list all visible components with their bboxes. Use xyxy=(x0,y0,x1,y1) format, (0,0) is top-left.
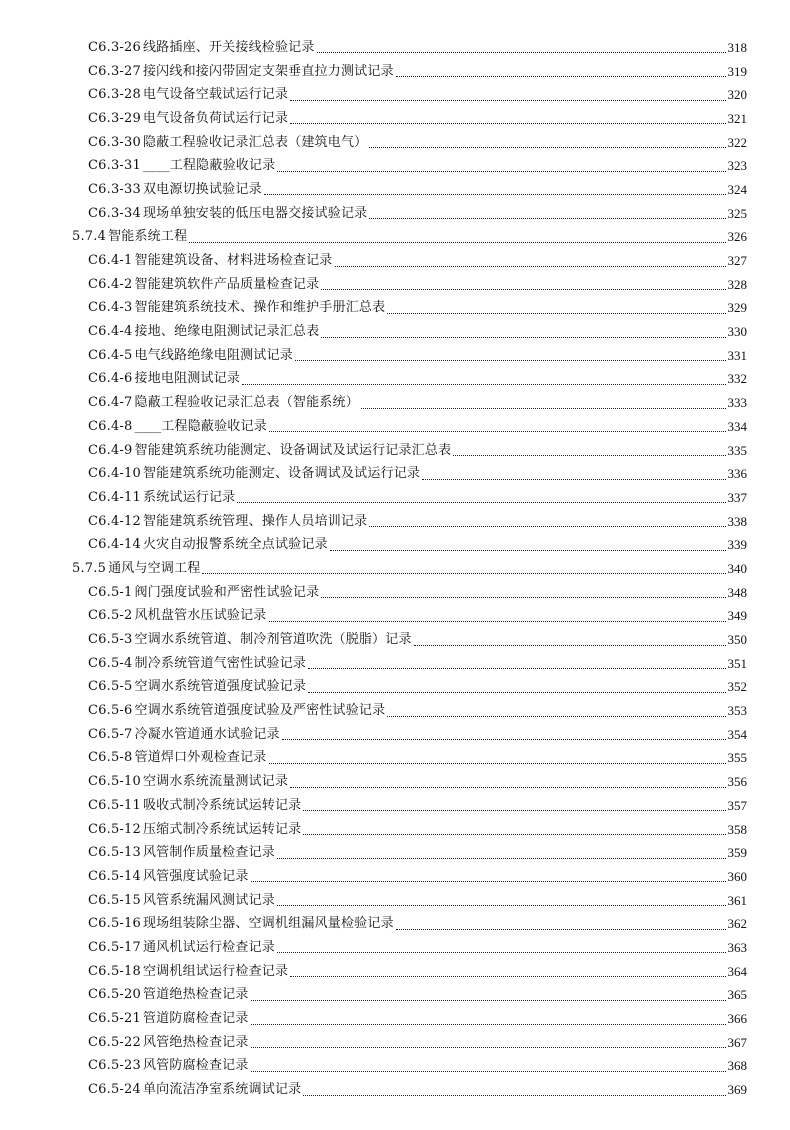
toc-entry[interactable] xyxy=(0,794,790,818)
toc-entry-title: ____工程隐蔽验收记录 xyxy=(142,158,276,174)
toc-entry-title: 空调水系统管道强度试验记录 xyxy=(134,679,307,695)
toc-entry-title: 空调机组试运行检查记录 xyxy=(142,963,289,979)
toc-page-number: 350 xyxy=(727,632,747,648)
toc-dot-leader xyxy=(251,1024,726,1025)
toc-dot-leader xyxy=(277,952,726,953)
toc-page-number: 319 xyxy=(727,63,747,79)
toc-page-number: 337 xyxy=(727,489,747,505)
toc-entry-text xyxy=(88,916,394,932)
toc-dot-leader xyxy=(202,573,725,574)
toc-entry-code: C6.5-20 xyxy=(88,987,141,1003)
toc-page-number: 323 xyxy=(727,158,747,174)
toc-dot-leader xyxy=(303,834,725,835)
toc-entry-code: C6.5-17 xyxy=(88,939,141,955)
toc-dot-leader xyxy=(251,1000,726,1001)
toc-entry-title: 风管强度试验记录 xyxy=(142,868,249,884)
toc-entry-title: 隐蔽工程验收记录汇总表（智能系统） xyxy=(134,395,359,411)
toc-entry-text xyxy=(88,158,275,174)
toc-page-number: 340 xyxy=(727,560,747,576)
toc-entry-code: C6.4-14 xyxy=(88,537,141,553)
toc-entry-text xyxy=(88,348,293,364)
toc-entry-text xyxy=(88,206,367,222)
toc-entry-text xyxy=(88,135,367,151)
toc-dot-leader xyxy=(396,929,726,930)
toc-section-entry[interactable] xyxy=(0,226,790,250)
toc-page-number: 326 xyxy=(727,229,747,245)
toc-page-number: 330 xyxy=(727,324,747,340)
toc-dot-leader xyxy=(251,1047,726,1048)
toc-entry-title: 单向流洁净室系统调试记录 xyxy=(142,1082,302,1098)
toc-dot-leader xyxy=(290,100,725,101)
toc-entry-code: C6.4-1 xyxy=(88,253,133,269)
toc-entry[interactable] xyxy=(0,1055,790,1079)
toc-entry-title: 双电源切换试验记录 xyxy=(142,181,262,197)
toc-page-number: 355 xyxy=(727,750,747,766)
toc-dot-leader xyxy=(290,976,725,977)
toc-entry-text xyxy=(88,869,249,885)
toc-entry[interactable] xyxy=(0,818,790,842)
toc-dot-leader xyxy=(321,289,725,290)
toc-dot-leader xyxy=(303,810,725,811)
toc-entry-text xyxy=(88,277,319,293)
toc-entry[interactable] xyxy=(0,605,790,629)
toc-entry-text xyxy=(88,324,319,340)
toc-page-number: 334 xyxy=(727,418,747,434)
toc-page-number: 360 xyxy=(727,868,747,884)
toc-page-number: 353 xyxy=(727,703,747,719)
toc-entry-code: C6.4-10 xyxy=(88,466,141,482)
toc-entry-code: C6.4-7 xyxy=(88,395,133,411)
toc-entry-title: 电气设备空载试运行记录 xyxy=(142,87,289,103)
toc-entry[interactable] xyxy=(0,486,790,510)
toc-entry-title: 现场组装除尘器、空调机组漏风量检验记录 xyxy=(142,916,394,932)
toc-dot-leader xyxy=(251,1071,726,1072)
toc-entry-title: 电气线路绝缘电阻测试记录 xyxy=(134,347,293,363)
toc-entry-text xyxy=(88,40,315,56)
toc-page-number: 354 xyxy=(727,726,747,742)
toc-dot-leader xyxy=(277,905,726,906)
toc-entry-text xyxy=(88,940,275,956)
toc-entry-text xyxy=(72,561,200,577)
toc-entry-title: 智能建筑系统技术、操作和维护手册汇总表 xyxy=(134,300,386,316)
toc-entry-code: C6.3-29 xyxy=(88,110,141,126)
toc-entry[interactable] xyxy=(0,652,790,676)
toc-dot-leader xyxy=(308,692,725,693)
toc-entry-text xyxy=(88,1082,301,1098)
toc-entry[interactable] xyxy=(0,960,790,984)
toc-entry-code: C6.5-3 xyxy=(88,632,133,648)
toc-dot-leader xyxy=(422,479,725,480)
toc-entry-code: C6.4-5 xyxy=(88,347,133,363)
toc-entry-text xyxy=(88,727,280,743)
toc-entry-title: 现场单独安装的低压电器交接试验记录 xyxy=(142,205,368,221)
toc-entry-title: 压缩式制冷系统试运转记录 xyxy=(142,821,302,837)
toc-entry-code: C6.4-8 xyxy=(88,418,133,434)
toc-entry-text xyxy=(88,537,328,553)
toc-entry-code: C6.4-3 xyxy=(88,300,133,316)
toc-entry-code: C6.5-12 xyxy=(88,821,141,837)
toc-entry[interactable] xyxy=(0,699,790,723)
toc-entry-text xyxy=(88,514,367,530)
toc-entry-title: 管道焊口外观检查记录 xyxy=(134,750,267,766)
toc-page-number: 332 xyxy=(727,371,747,387)
toc-entry-title: 制冷系统管道气密性试验记录 xyxy=(134,655,307,671)
toc-entry[interactable] xyxy=(0,249,790,273)
toc-entry-text xyxy=(88,1058,249,1074)
toc-entry-code: 5.7.5 xyxy=(72,560,107,576)
toc-dot-leader xyxy=(269,763,726,764)
toc-entry-text xyxy=(88,419,267,435)
toc-entry-code: C6.5-4 xyxy=(88,655,133,671)
toc-entry-title: 空调水系统管道、制冷剂管道吹洗（脱脂）记录 xyxy=(134,632,412,648)
toc-entry[interactable] xyxy=(0,36,790,60)
toc-entry-code: C6.5-21 xyxy=(88,1011,141,1027)
toc-entry-title: ____工程隐蔽验收记录 xyxy=(134,418,267,434)
toc-entry-code: C6.5-5 xyxy=(88,679,133,695)
toc-entry[interactable] xyxy=(0,912,790,936)
toc-entry-text xyxy=(88,585,319,601)
toc-entry-title: 风管绝热检查记录 xyxy=(142,1034,249,1050)
toc-page-number: 362 xyxy=(727,916,747,932)
toc-page-number: 351 xyxy=(727,655,747,671)
toc-page-number: 356 xyxy=(727,774,747,790)
toc-entry-title: 隐蔽工程验收记录汇总表（建筑电气） xyxy=(142,134,368,150)
toc-entry-title: 风机盘管水压试验记录 xyxy=(134,608,267,624)
toc-entry-code: C6.5-23 xyxy=(88,1058,141,1074)
toc-entry-text xyxy=(88,395,359,411)
toc-page-number: 364 xyxy=(727,963,747,979)
toc-entry-code: C6.4-6 xyxy=(88,371,133,387)
toc-entry-text xyxy=(88,798,301,814)
toc-page-number: 359 xyxy=(727,845,747,861)
toc-entry-title: 接闪线和接闪带固定支架垂直拉力测试记录 xyxy=(142,63,394,79)
toc-dot-leader xyxy=(303,1095,725,1096)
toc-entry[interactable] xyxy=(0,936,790,960)
toc-dot-leader xyxy=(335,266,726,267)
toc-entry[interactable] xyxy=(0,723,790,747)
toc-dot-leader xyxy=(277,171,725,172)
toc-dot-leader xyxy=(369,218,725,219)
toc-dot-leader xyxy=(369,526,725,527)
toc-entry-code: C6.5-1 xyxy=(88,584,133,600)
toc-entry-text xyxy=(88,608,267,624)
toc-page-number: 328 xyxy=(727,276,747,292)
toc-entry-code: C6.3-28 xyxy=(88,87,141,103)
toc-entry-title: 接地、绝缘电阻测试记录汇总表 xyxy=(134,324,320,340)
toc-entry-title: 火灾自动报警系统全点试验记录 xyxy=(142,537,328,553)
toc-entry[interactable] xyxy=(0,865,790,889)
toc-page-number: 366 xyxy=(727,1011,747,1027)
toc-entry-code: C6.4-2 xyxy=(88,276,133,292)
toc-entry-code: C6.4-11 xyxy=(88,489,141,505)
toc-dot-leader xyxy=(189,242,725,243)
toc-entry-text xyxy=(88,490,235,506)
toc-entry-text xyxy=(88,656,306,672)
toc-page-number: 361 xyxy=(727,892,747,908)
toc-entry[interactable] xyxy=(0,415,790,439)
toc-entry[interactable] xyxy=(0,344,790,368)
toc-page-number: 349 xyxy=(727,608,747,624)
toc-entry-title: 空调水系统流量测试记录 xyxy=(142,774,289,790)
toc-entry-text xyxy=(88,443,451,459)
toc-entry[interactable] xyxy=(0,1007,790,1031)
toc-page-number: 338 xyxy=(727,513,747,529)
toc-entry-code: C6.5-10 xyxy=(88,774,141,790)
toc-entry-title: 吸收式制冷系统试运转记录 xyxy=(142,797,302,813)
toc-entry-title: 管道防腐检查记录 xyxy=(142,1011,249,1027)
toc-page-number: 324 xyxy=(727,181,747,197)
toc-entry-code: C6.3-27 xyxy=(88,63,141,79)
toc-entry-title: 冷凝水管道通水试验记录 xyxy=(134,726,280,742)
toc-entry-text xyxy=(88,987,249,1003)
toc-entry-code: C6.3-31 xyxy=(88,158,141,174)
toc-entry-code: C6.4-4 xyxy=(88,324,133,340)
toc-page-number: 363 xyxy=(727,939,747,955)
toc-entry-text xyxy=(88,371,240,387)
toc-dot-leader xyxy=(290,123,725,124)
toc-entry-title: 电气设备负荷试运行记录 xyxy=(142,110,289,126)
toc-entry-code: 5.7.4 xyxy=(72,229,107,245)
toc-page-number: 325 xyxy=(727,205,747,221)
toc-dot-leader xyxy=(330,550,726,551)
toc-entry-title: 阀门强度试验和严密性试验记录 xyxy=(134,584,320,600)
toc-entry-text xyxy=(88,1011,249,1027)
toc-entry-text xyxy=(88,822,301,838)
toc-entry-code: C6.5-18 xyxy=(88,963,141,979)
toc-entry[interactable] xyxy=(0,391,790,415)
toc-entry-text xyxy=(88,893,275,909)
toc-dot-leader xyxy=(317,52,726,53)
toc-dot-leader xyxy=(277,858,726,859)
toc-entry-code: C6.5-11 xyxy=(88,797,141,813)
toc-entry-title: 通风机试运行检查记录 xyxy=(142,939,275,955)
toc-entry[interactable] xyxy=(0,131,790,155)
toc-page-number: 322 xyxy=(727,134,747,150)
toc-entry-code: C6.3-30 xyxy=(88,134,141,150)
toc-page-number: 336 xyxy=(727,466,747,482)
toc-entry[interactable] xyxy=(0,462,790,486)
toc-entry-title: 风管制作质量检查记录 xyxy=(142,845,275,861)
toc-page-number: 365 xyxy=(727,987,747,1003)
toc-dot-leader xyxy=(396,76,726,77)
toc-entry[interactable] xyxy=(0,297,790,321)
toc-entry-code: C6.5-22 xyxy=(88,1034,141,1050)
toc-entry[interactable] xyxy=(0,889,790,913)
toc-entry-text xyxy=(88,1035,249,1051)
toc-entry[interactable] xyxy=(0,1078,790,1102)
toc-page-number: 368 xyxy=(727,1058,747,1074)
toc-dot-leader xyxy=(369,147,725,148)
toc-entry[interactable] xyxy=(0,107,790,131)
toc-entry-title: 管道绝热检查记录 xyxy=(142,987,249,1003)
toc-entry-title: 风管防腐检查记录 xyxy=(142,1058,249,1074)
toc-entry-title: 智能建筑系统功能测定、设备调试及试运行记录汇总表 xyxy=(134,442,452,458)
toc-dot-leader xyxy=(387,716,725,717)
toc-entry[interactable] xyxy=(0,628,790,652)
toc-entry-title: 智能建筑系统管理、操作人员培训记录 xyxy=(142,513,368,529)
toc-page-number: 329 xyxy=(727,300,747,316)
toc-entry-text xyxy=(88,87,288,103)
toc-dot-leader xyxy=(264,194,726,195)
toc-entry-title: 空调水系统管道强度试验及严密性试验记录 xyxy=(134,703,386,719)
toc-page-number: 335 xyxy=(727,442,747,458)
toc-page-number: 369 xyxy=(727,1082,747,1098)
toc-entry[interactable] xyxy=(0,581,790,605)
toc-entry[interactable] xyxy=(0,676,790,700)
toc-entry-code: C6.5-15 xyxy=(88,892,141,908)
toc-entry-code: C6.5-13 xyxy=(88,845,141,861)
toc-entry-text xyxy=(88,300,385,316)
toc-entry[interactable] xyxy=(0,1031,790,1055)
toc-entry-title: 接地电阻测试记录 xyxy=(134,371,241,387)
toc-entry-text xyxy=(88,703,385,719)
toc-entry-code: C6.5-8 xyxy=(88,750,133,766)
toc-page-number: 339 xyxy=(727,537,747,553)
toc-page-number: 358 xyxy=(727,821,747,837)
toc-entry-code: C6.5-16 xyxy=(88,916,141,932)
toc-entry-text xyxy=(88,182,262,198)
toc-entry-text xyxy=(88,111,288,127)
toc-entry-text xyxy=(88,466,420,482)
toc-entry-text xyxy=(88,845,275,861)
toc-entry-code: C6.4-12 xyxy=(88,513,141,529)
toc-entry-code: C6.3-33 xyxy=(88,181,141,197)
toc-entry[interactable] xyxy=(0,439,790,463)
toc-entry-code: C6.3-26 xyxy=(88,39,141,55)
toc-entry-title: 智能建筑软件产品质量检查记录 xyxy=(134,276,320,292)
toc-page-number: 321 xyxy=(727,110,747,126)
toc-dot-leader xyxy=(361,408,726,409)
toc-entry[interactable] xyxy=(0,154,790,178)
toc-entry[interactable] xyxy=(0,178,790,202)
toc-entry[interactable] xyxy=(0,60,790,84)
toc-dot-leader xyxy=(387,313,725,314)
toc-page-number: 320 xyxy=(727,87,747,103)
toc-page-number: 327 xyxy=(727,253,747,269)
toc-dot-leader xyxy=(453,455,725,456)
toc-entry-text xyxy=(88,253,333,269)
toc-dot-leader xyxy=(282,739,726,740)
toc-entry[interactable] xyxy=(0,368,790,392)
toc-entry[interactable] xyxy=(0,747,790,771)
toc-page-number: 318 xyxy=(727,39,747,55)
toc-entry-title: 智能系统工程 xyxy=(108,229,188,245)
toc-entry[interactable] xyxy=(0,510,790,534)
toc-page-number: 367 xyxy=(727,1034,747,1050)
toc-dot-leader xyxy=(295,360,726,361)
toc-entry[interactable] xyxy=(0,984,790,1008)
toc-page-number: 348 xyxy=(727,584,747,600)
toc-entry-title: 线路插座、开关接线检验记录 xyxy=(142,39,315,55)
toc-dot-leader xyxy=(321,337,725,338)
toc-entry-text xyxy=(88,750,267,766)
toc-entry[interactable] xyxy=(0,273,790,297)
toc-entry-code: C6.5-6 xyxy=(88,703,133,719)
toc-entry-code: C6.5-14 xyxy=(88,868,141,884)
toc-dot-leader xyxy=(269,621,726,622)
toc-page-number: 331 xyxy=(727,347,747,363)
toc-entry-title: 系统试运行记录 xyxy=(142,489,236,505)
toc-dot-leader xyxy=(290,787,725,788)
toc-page-number: 352 xyxy=(727,679,747,695)
toc-entry-text xyxy=(88,964,288,980)
toc-entry[interactable] xyxy=(0,320,790,344)
toc-entry-text xyxy=(88,64,394,80)
toc-dot-leader xyxy=(414,645,726,646)
toc-entry-title: 通风与空调工程 xyxy=(108,560,201,576)
toc-entry-code: C6.5-24 xyxy=(88,1082,141,1098)
toc-entry-code: C6.5-7 xyxy=(88,726,133,742)
toc-entry[interactable] xyxy=(0,533,790,557)
toc-entry-text xyxy=(88,774,288,790)
toc-entry[interactable] xyxy=(0,841,790,865)
toc-entry-text xyxy=(72,229,187,245)
toc-dot-leader xyxy=(237,502,725,503)
toc-entry-code: C6.5-2 xyxy=(88,608,133,624)
toc-page-number: 357 xyxy=(727,797,747,813)
toc-entry[interactable] xyxy=(0,770,790,794)
toc-dot-leader xyxy=(251,881,726,882)
toc-page-number: 333 xyxy=(727,395,747,411)
toc-section-entry[interactable] xyxy=(0,557,790,581)
toc-dot-leader xyxy=(308,668,725,669)
toc-entry-code: C6.4-9 xyxy=(88,442,133,458)
toc-entry-title: 风管系统漏风测试记录 xyxy=(142,892,275,908)
toc-entry-text xyxy=(88,632,412,648)
toc-entry-code: C6.3-34 xyxy=(88,205,141,221)
toc-dot-leader xyxy=(269,431,726,432)
toc-entry-title: 智能建筑系统功能测定、设备调试及试运行记录 xyxy=(142,466,421,482)
table-of-contents xyxy=(0,36,790,1102)
toc-entry-title: 智能建筑设备、材料进场检查记录 xyxy=(134,253,333,269)
toc-entry[interactable] xyxy=(0,83,790,107)
toc-dot-leader xyxy=(242,384,725,385)
toc-entry[interactable] xyxy=(0,202,790,226)
toc-dot-leader xyxy=(321,597,725,598)
toc-entry-text xyxy=(88,679,306,695)
